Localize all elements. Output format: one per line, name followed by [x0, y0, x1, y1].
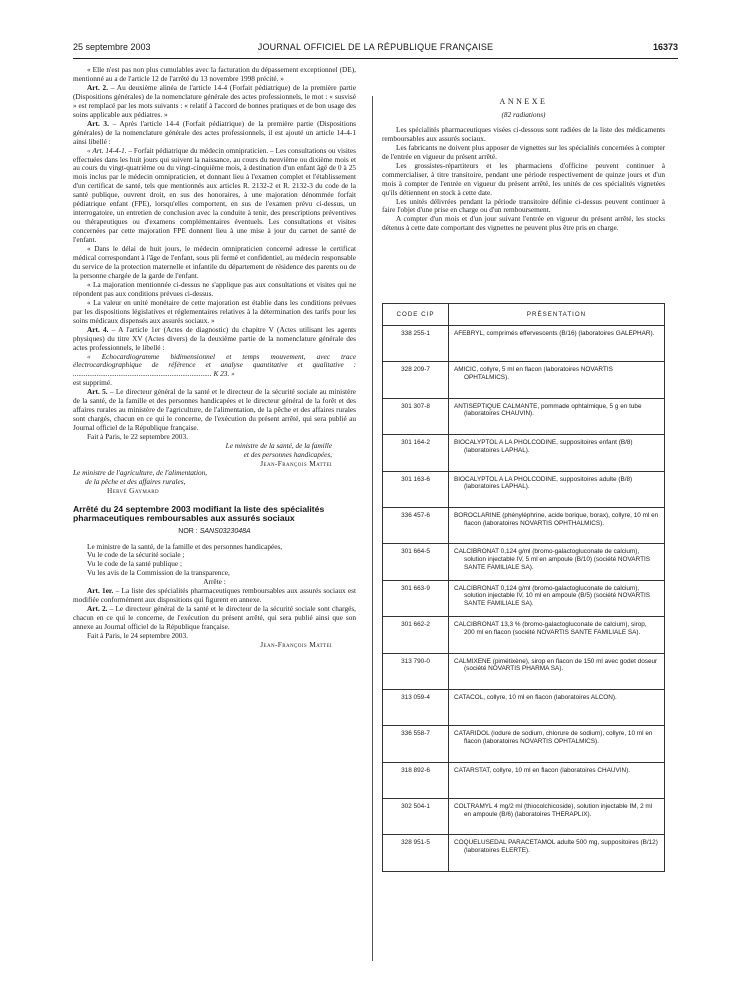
- paragraph: « La majoration mentionnée ci-dessus ne s'applique pas aux consultations et visites qui ne répondent pas aux conditions prévues ci-dessus.: [73, 279, 356, 298]
- article-1: Art. 1er. – La liste des spécialités pharmaceutiques remboursables aux assurés sociaux est modifiée conformément aux dispositions qui figurent en annexe.: [73, 586, 356, 605]
- presentation-text: BIOCALYPTOL A LA PHOLCODINE, suppositoires enfant (B/8) (laboratoires LAPHAL).: [454, 439, 633, 454]
- article-5: Art. 5. – Le directeur général de la santé et le directeur de la sécurité sociale au ministère de la santé, de la famille et des personnes handicapées et le directeur général de la forêt et des affaires rurales au ministère de l'agriculture, de l'alimentation, de la pêche et des affaires rurales sont chargés, chacun en ce qui le concerne, de l'exécution du présent arrêté, qui sera publié au Journal officiel de la République française.: [73, 387, 356, 433]
- signature-name: Jean-François Mattei: [260, 640, 332, 649]
- presentation: [449, 689, 665, 725]
- presentation-text: CATACOL, collyre, 10 ml en flacon (laboratoires ALCON).: [454, 693, 617, 701]
- table-row: [383, 580, 665, 616]
- vu-line: Vu le code de la santé publique ;: [87, 559, 182, 569]
- paragraph: « La valeur en unité monétaire de cette majoration est établie dans les conditions prévues par les dispositions législatives et réglementaires relatives à la détermination des tarifs pour les soins médicaux dispensés aux assurés sociaux. »: [73, 297, 356, 325]
- cip-code: 301 163-6: [383, 471, 449, 507]
- signature-title: Le ministre de la santé, de la famille: [225, 441, 332, 451]
- column-header-presentation: PRÉSENTATION: [449, 304, 665, 326]
- presentation: [449, 799, 665, 835]
- presentation-text: CATARIDOL (iodure de sodium, chlorure de sodium), collyre, 10 ml en flacon (laboratoires NOVARTIS OPHTALMICS).: [454, 730, 653, 745]
- signature-name: Hervé Gaymard: [107, 485, 159, 495]
- vu-line: Vu les avis de la Commission de la transparence,: [87, 568, 230, 578]
- paragraph: Le ministre de la santé, de la famille et des personnes handicapées,: [87, 541, 283, 551]
- cip-code: 301 663-9: [383, 580, 449, 616]
- column-separator: [372, 96, 373, 961]
- page-header: [73, 42, 678, 54]
- page-number: 16373: [652, 42, 678, 52]
- ecg-label: « Echocardiogramme bidimensionnel et temps mouvement, avec trace électrocardiographique de référence et analyse quantitative et qualitative : ............................................................................ K 23. »: [73, 351, 356, 379]
- presentation-text: ANTISEPTIQUE CALMANTE, pommade ophtalmique, 5 g en tube (laboratoires CHAUVIN).: [454, 402, 642, 418]
- annexe-title: ANNEXE: [499, 97, 548, 106]
- presentation: [449, 762, 665, 798]
- cip-code: 313 059-4: [383, 689, 449, 725]
- signature-title: et des personnes handicapées,: [243, 449, 332, 459]
- presentation: [449, 398, 665, 434]
- table-row: [383, 689, 665, 725]
- table-row: [383, 471, 665, 507]
- table-row: [383, 507, 665, 543]
- presentation: [449, 507, 665, 543]
- signature-title: Le ministre de l'agriculture, de l'alimentation,: [73, 467, 208, 477]
- paragraph: A compter d'un mois et d'un jour suivant l'entrée en vigueur du présent arrêté, les stocks détenus à cette date comportant des vignettes ne peuvent plus être pris en charge.: [382, 214, 665, 233]
- presentation: [449, 544, 665, 580]
- presentation: [449, 617, 665, 653]
- table-row: [383, 617, 665, 653]
- presentation-text: BIOCALYPTOL A LA PHOLCODINE, suppositoires adulte (B/8) (laboratoires LAPHAL).: [454, 475, 633, 491]
- right-column: [382, 96, 665, 233]
- vu-line: Vu le code de la sécurité sociale ;: [87, 550, 185, 560]
- cip-code: 301 664-5: [383, 544, 449, 580]
- presentation-text: COQUELUSEDAL PARACETAMOL adulte 500 mg, suppositoires (B/12) (laboratoires ELERTE).: [454, 839, 658, 855]
- left-column: [73, 66, 356, 650]
- cip-code: 313 790-0: [383, 653, 449, 689]
- journal-title: JOURNAL OFFICIEL DE LA RÉPUBLIQUE FRANÇAISE: [257, 42, 494, 52]
- column-header-code: CODE CIP: [383, 304, 449, 326]
- cip-code: 336 457-6: [383, 507, 449, 543]
- header-rule: [73, 58, 678, 59]
- cip-code: 336 558-7: [383, 726, 449, 762]
- presentation: [449, 580, 665, 616]
- cip-code: 338 255-1: [383, 326, 449, 362]
- table-row: [383, 326, 665, 362]
- article-2: Art. 2. – Au deuxième alinéa de l'article 14-4 (Forfait pédiatrique) de la première partie (Dispositions générales) de la nomenclature générale des actes professionnels, le mot : « susvisé » est remplacé par les mots suivants : « relatif à l'accord de bonnes pratiques et de bon usage des soins applicable aux pédiatres. »: [73, 82, 357, 119]
- presentation-text: CALMIXENE (pimétixène), sirop en flacon de 150 ml avec godet doseur (société NOVARTIS PHARMA SA).: [454, 657, 658, 673]
- paragraph: Les fabricants ne doivent plus apposer de vignettes sur les spécialités concernées à compter de l'entrée en vigueur du présent arrêté.: [382, 142, 665, 161]
- table-row: [383, 362, 665, 398]
- paragraph: « Dans le délai de huit jours, le médecin omnipraticien concerné adresse le certificat médical correspondant à l'âge de l'enfant, sous pli fermé et confidentiel, au médecin responsable du service de la protection maternelle et infantile du département de résidence des parents ou de la personne chargée de la garde de l'enfant.: [73, 244, 356, 280]
- paragraph: Les grossistes-répartiteurs et les pharmaciens d'officine peuvent continuer à commercialiser, à titre transitoire, pendant une période respectivement de quinze jours et d'un mois à compter de l'entrée en vigueur du présent arrêté, les unités de ces spécialités vignetées qu'ils détiennent en stock à cette date.: [382, 160, 665, 197]
- paragraph: est supprimé.: [73, 378, 112, 388]
- arrete-label: Arrête :: [203, 577, 226, 587]
- header-date: 25 septembre 2003: [73, 42, 151, 52]
- paragraph: Les spécialités pharmaceutiques visées ci-dessous sont radiées de la liste des médicaments remboursables aux assurés sociaux.: [382, 124, 665, 143]
- arrete-title: Arrêté du 24 septembre 2003 modifiant la liste des spécialités pharmaceutiques remboursables aux assurés sociaux: [73, 503, 325, 524]
- presentation-text: CALCIBRONAT 0,124 g/ml (bromo-galactogluconate de calcium), solution injectable IV, 10 ml en ampoule (B/5) (société NOVARTIS SANTE FAMILIALE SA).: [454, 584, 651, 607]
- cip-code: 302 504-1: [383, 799, 449, 835]
- fait-date: Fait à Paris, le 22 septembre 2003.: [87, 432, 188, 442]
- paragraph: Les unités délivrées pendant la période transitoire définie ci-dessus peuvent continuer à faire l'objet d'une prise en charge ou d'un remboursement.: [382, 196, 665, 215]
- presentation-text: AMICIC, collyre, 5 ml en flacon (laboratoires NOVARTIS OPHTALMICS).: [454, 366, 613, 381]
- table-row: [383, 544, 665, 580]
- table-row: [383, 835, 665, 871]
- presentation: [449, 726, 665, 762]
- presentation: [449, 326, 665, 362]
- table-row: [383, 435, 665, 471]
- annexe-subtitle: (82 radiations): [501, 109, 546, 119]
- presentation: [449, 471, 665, 507]
- article-4: Art. 4. – A l'article 1er (Actes de diagnostic) du chapitre V (Actes utilisant les agents physiques) du titre XV (Actes divers) de la deuxième partie de la nomenclature générale des actes professionnels, le libellé :: [73, 324, 357, 352]
- cip-code: 301 307-8: [383, 398, 449, 434]
- presentation-text: BOROCLARINE (phényléphrine, acide borique, borax), collyre, 10 ml en flacon (laboratoires NOVARTIS OPHTHALMICS).: [454, 511, 659, 527]
- cip-code: 328 951-5: [383, 835, 449, 871]
- fait-date: Fait à Paris, le 24 septembre 2003.: [87, 631, 188, 641]
- table-header-row: [383, 304, 665, 326]
- presentation-text: AFEBRYL, comprimés effervescents (B/16) (laboratoires GALEPHAR).: [454, 330, 655, 337]
- cip-code: 328 209-7: [383, 362, 449, 398]
- presentation: [449, 835, 665, 871]
- table-row: [383, 653, 665, 689]
- article-2: Art. 2. – Le directeur général de la santé et le directeur de la sécurité sociale sont chargés, chacun en ce qui le concerne, de l'exécution du présent arrêté, qui sera publié ainsi que son annexe au Journal officiel de la République française.: [73, 604, 356, 632]
- cip-code: 301 662-2: [383, 617, 449, 653]
- presentation-text: CALCIBRONAT 13,3 % (bromo-galactogluconate de calcium), sirop, 200 ml en flacon (société NOVARTIS SANTE FAMILIALE SA).: [454, 621, 647, 636]
- presentation: [449, 653, 665, 689]
- table-body: [383, 326, 665, 872]
- presentation: [449, 362, 665, 398]
- table-row: [383, 799, 665, 835]
- presentation: [449, 435, 665, 471]
- table-row: [383, 762, 665, 798]
- presentation-text: CALCIBRONAT 0,124 g/ml (bromo-galactogluconate de calcium), solution injectable IV, 5 ml en ampoule (B/10) (société NOVARTIS SANTE FAMILIALE SA).: [454, 548, 651, 571]
- table-row: [383, 398, 665, 434]
- article-14-4-1: « Art. 14-4-1. – Forfait pédiatrique du médecin omnipraticien. – Les consultations ou visites effectuées dans les huit jours qui suivent la naissance, au cours du neuvième ou dixième mois et au cours du vingt-quatrième ou du vingt-cinquième mois, à destination d'un enfant âgé de 0 à 25 mois inclus par le médecin omnipraticien, et donnant lieu à l'examen complet et l'établissement d'un certificat de santé, tels que mentionnés aux articles R. 2132-2 et R. 2132-3 du code de la santé publique, ouvrent droit, en sus des honoraires, à une majoration dénommée forfait pédiatrique enfant (FPE), lorsqu'elles comportent, en sus de l'examen prévu ci-dessus, un interrogatoire, un entretien de conclusion avec la conduite à tenir, des prescriptions préventives ou thérapeutiques ou d'examens complémentaires éventuels. Les consultations et visites concernées par cette majoration FPE donnent lieu à une mise à jour du carnet de santé de l'enfant.: [73, 145, 356, 245]
- radiations-table: [382, 303, 665, 872]
- nor-reference: NOR : SANS0323048A: [178, 527, 251, 535]
- paragraph: « Elle n'est pas non plus cumulables avec la facturation du dépassement exceptionnel (DE), mentionné au a de l'article 12 de l'arrêté du 13 novembre 1998 précité. »: [73, 65, 356, 83]
- article-3: Art. 3. – Après l'article 14-4 (Forfait pédiatrique) de la première partie (Dispositions générales) de la nomenclature générale des actes professionnels, il est ajouté un article 14-4-1 ainsi libellé :: [73, 118, 356, 146]
- signature-name: Jean-François Mattei: [260, 458, 332, 468]
- table-row: [383, 726, 665, 762]
- cip-code: 301 164-2: [383, 435, 449, 471]
- cip-code: 318 892-6: [383, 762, 449, 798]
- presentation-text: CATARSTAT, collyre, 10 ml en flacon (laboratoires CHAUVIN).: [454, 766, 631, 774]
- signature-title: de la pêche et des affaires rurales,: [85, 476, 186, 486]
- presentation-text: COLTRAMYL 4 mg/2 ml (thiocolchicoside), solution injectable IM, 2 ml en ampoule (B/6) (laboratoires THERAPLIX).: [454, 803, 653, 818]
